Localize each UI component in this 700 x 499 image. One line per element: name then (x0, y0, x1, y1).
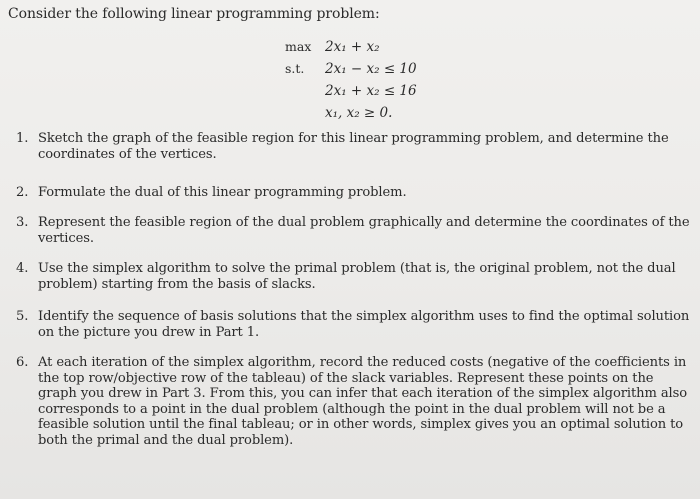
constraint-label: s.t. (285, 61, 305, 76)
question-text: Represent the feasible region of the dual problem graphically and determine the coordinates of the vertices. (38, 215, 690, 246)
constraint-row (285, 80, 417, 102)
question-item-4 (16, 261, 692, 292)
question-number: 6. (16, 355, 29, 370)
constraint-1-expression: 2x₁ − x₂ ≤ 10 (325, 61, 417, 77)
question-item-5 (16, 309, 692, 340)
question-number: 5. (16, 309, 29, 324)
nonnegativity-expression: x₁, x₂ ≥ 0. (325, 105, 393, 121)
objective-label: max (285, 39, 312, 54)
question-number: 3. (16, 215, 29, 230)
question-text: Identify the sequence of basis solutions that the simplex algorithm uses to find the optimal solution on the picture you drew in Part 1. (38, 309, 690, 340)
question-list (16, 131, 692, 448)
question-item-2 (16, 185, 407, 201)
question-text: At each iteration of the simplex algorithm, record the reduced costs (negative of the coefficients in the top row/objective row of the tableau) of the slack variables. Represent these points on the graph you drew in Part 3. From this, you can infer that each iteration of the simplex algorithm also corresponds to a point in the dual problem (although the point in the dual problem will not be a feasible solution until the final tableau; or in other words, simplex gives you an optimal solution to both the primal and the dual problem). (38, 355, 688, 448)
question-text: Sketch the graph of the feasible region for this linear programming problem, and determine the coordinates of the vertices. (38, 131, 669, 162)
question-number: 4. (16, 261, 29, 276)
objective-expression: 2x₁ + x₂ (325, 39, 380, 55)
question-item-1 (16, 131, 692, 162)
question-text: Formulate the dual of this linear programming problem. (38, 185, 407, 200)
constraint-2-expression: 2x₁ + x₂ ≤ 16 (325, 83, 417, 99)
question-number: 1. (16, 131, 29, 146)
constraint-row (285, 58, 417, 80)
question-text: Use the simplex algorithm to solve the primal problem (that is, the original problem, not the dual problem) starting from the basis of slacks. (38, 261, 676, 292)
objective-row (285, 36, 417, 58)
lp-formulation (285, 36, 417, 124)
question-number: 2. (16, 185, 29, 200)
intro-text: Consider the following linear programming problem: (8, 6, 380, 22)
question-item-6 (16, 355, 692, 449)
nonnegativity-row (285, 102, 417, 124)
question-item-3 (16, 215, 692, 246)
